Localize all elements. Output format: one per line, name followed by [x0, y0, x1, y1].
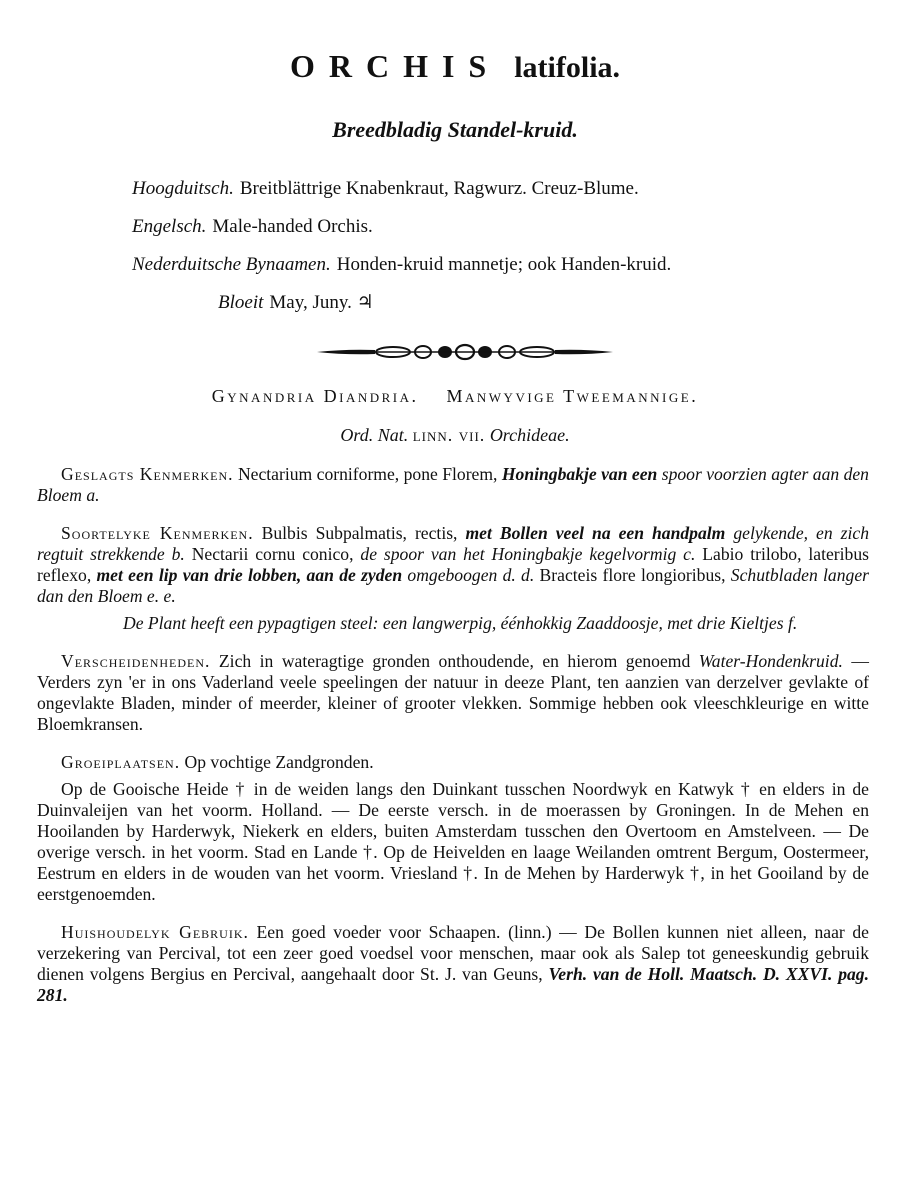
genus-characteristics: Geslagts Kenmerken. Nectarium corniforme, pone Florem, Honingbakje van een spoor voorzien agter aan den Bloem a. [37, 464, 869, 505]
english-name-row [132, 208, 671, 246]
class-latin: Gynandria Diandria. [211, 386, 419, 406]
species-characteristics: Soortelyke Kenmerken. Bulbis Subpalmatis, rectis, met Bollen veel na een handpalm gelykende, en zich regtuit strekkende b. Nectarii cornu conico, de spoor van het Honingbakje kegelvormig c. Labio trilobo, lateribus reflexo, met een lip van drie lobben, aan de zyden omgeboogen d. d. Bracteis flore longioribus, Schutbladen langer dan den Bloem e. e. [37, 523, 869, 606]
dutch-name-row [132, 246, 671, 284]
section-heading: Geslagts Kenmerken. [61, 464, 234, 484]
bloom-label: Bloeit [218, 292, 264, 313]
class-dutch: Manwyvige Tweemannige. [446, 386, 699, 406]
section-heading: Huishoudelyk Gebruik. [61, 922, 249, 942]
title-genus: ORCHIS [289, 48, 501, 84]
varieties-section: Verscheidenheden. Zich in wateragtige gronden onthoudende, en hierom genoemd Water-Hondenkruid. — Verders zyn 'er in ons Vaderland veele speelingen der natuur in deeze Plant, ten aanzien van derzelver gevlakte of ongevlakte Bladen, minder of meerder, kleiner of grooter vlekken. Sommige hebben ook vleeschkleurige en witte Bloemkransen. [37, 651, 869, 734]
section-heading: Verscheidenheden. [61, 651, 211, 671]
section-heading: Groeiplaatsen. [61, 752, 181, 772]
plant-note: De Plant heeft een pypagtigen steel: een langwerpig, éénhokkig Zaaddoosje, met drie Kieltjes f. [123, 613, 798, 633]
order-label: Ord. Nat. [340, 425, 409, 445]
section-heading: Soortelyke Kenmerken. [61, 523, 254, 543]
ornament-divider [315, 338, 615, 366]
page-subtitle: Breedbladig Standel-kruid. [332, 117, 578, 142]
dutch-name: Honden-kruid mannetje; ook Handen-kruid. [336, 254, 672, 275]
bloom-time: May, Juny. ♃ [269, 292, 374, 313]
german-name-row [132, 170, 671, 208]
order-reference: linn. vii. [412, 425, 486, 445]
order-line [0, 425, 910, 446]
order-name: Orchideae. [489, 425, 570, 445]
german-name: Breitblättrige Knabenkraut, Ragwurz. Creuz-Blume. [239, 178, 639, 199]
title-species: latifolia. [514, 51, 621, 84]
english-label: Engelsch. [132, 216, 207, 237]
bloom-row [132, 284, 671, 322]
page-title [0, 48, 910, 85]
habitat-heading-line: Groeiplaatsen. Op vochtige Zandgronden. [61, 752, 374, 772]
habitat-locations: Op de Gooische Heide † in de weiden langs den Duinkant tusschen Noordwyk en Katwyk † en elders in de Duinvaleijen van het voorm. Holland. — De eerste versch. in de moerassen by Groningen. In de Mehen en Hooilanden by Harderwyk, Niekerk en elders, buiten Amsterdam tusschen den Overtoom en Amstelveen. — De overige versch. in het voorm. Stad en Lande †. Op de Heivelden en laage Weilanden omtrent Bergum, Oostermeer, Eestrum en elders in de wouden van het voorm. Vriesland †. In de Mehen by Harderwyk †, in het Gooiland by de eerstgenoemden. [37, 779, 869, 904]
document-body [37, 464, 869, 1023]
english-name: Male-handed Orchis. [212, 216, 373, 237]
vernacular-names [132, 170, 671, 322]
household-use-section: Huishoudelyk Gebruik. Een goed voeder voor Schaapen. (linn.) — De Bollen kunnen niet alleen, naar de verzekering van Percival, tot een zeer goed voedsel voor menschen, maar ook als Salep tot geneeskundig gebruik dienen volgens Bergius en Percival, aangehaalt door St. J. van Geuns, Verh. van de Holl. Maatsch. D. XXVI. pag. 281. [37, 922, 870, 1005]
german-label: Hoogduitsch. [132, 178, 234, 199]
classification-line [0, 386, 910, 407]
dutch-label: Nederduitsche Bynaamen. [132, 254, 331, 275]
